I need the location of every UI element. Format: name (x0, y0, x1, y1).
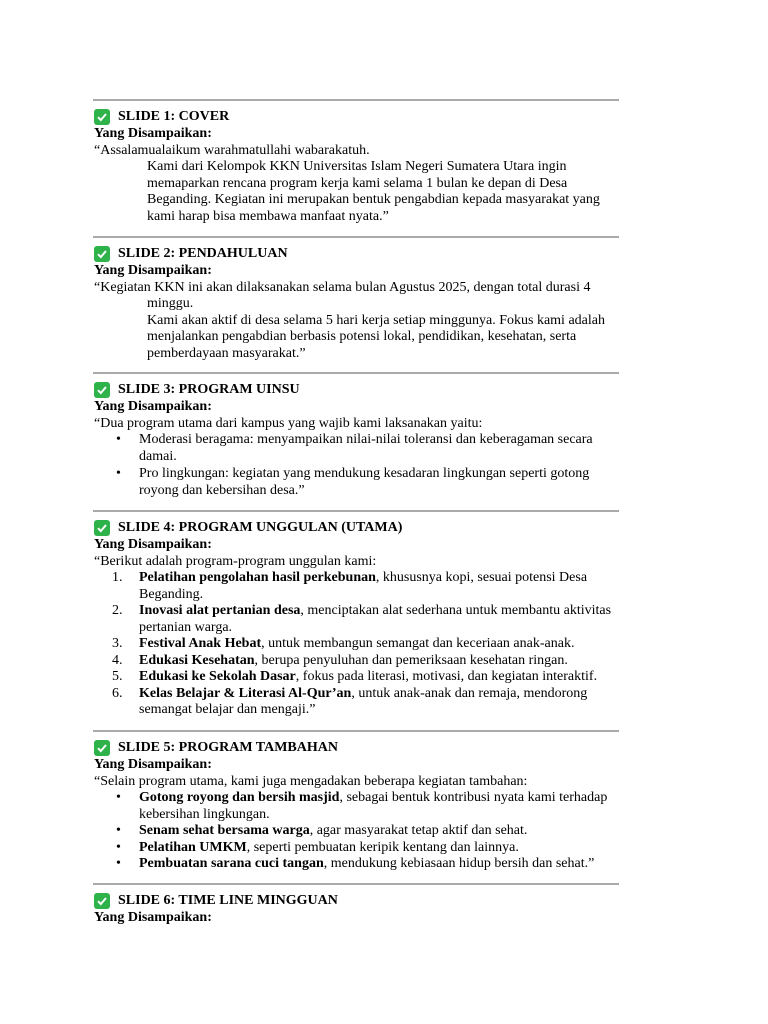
slide-heading (94, 108, 624, 126)
list-item: 5. Edukasi ke Sekolah Dasar, fokus pada literasi, motivasi, dan kegiatan interaktif. (112, 669, 598, 684)
paragraph: “Kegiatan KKN ini akan dilaksanakan selama bulan Agustus 2025, dengan total durasi 4 (94, 279, 591, 295)
checkmark-icon (94, 740, 110, 756)
section-label: Yang Disampaikan: (94, 757, 212, 772)
slide-4-section (94, 510, 624, 719)
slide-heading (94, 739, 624, 757)
section-label: Yang Disampaikan: (94, 126, 212, 141)
list-item: 4. Edukasi Kesehatan, berupa penyuluhan dan pemeriksaan kesehatan ringan. (112, 652, 568, 668)
paragraph-continuation: minggu. (147, 296, 194, 311)
slide-heading (94, 892, 624, 910)
bullet-list (94, 790, 624, 873)
section-label: Yang Disampaikan: (94, 263, 212, 278)
slide-6-section (94, 883, 624, 927)
list-item: • Gotong royong dan bersih masjid, sebagai bentuk kontribusi nyata kami terhadap kebersihan lingkungan. (116, 790, 608, 822)
slide-title: SLIDE 6: TIME LINE MINGGUAN (118, 892, 338, 908)
slide-title: SLIDE 2: PENDAHULUAN (118, 245, 288, 261)
slide-title: SLIDE 4: PROGRAM UNGGULAN (UTAMA) (118, 519, 403, 535)
list-item: • Pro lingkungan: kegiatan yang mendukung kesadaran lingkungan seperti gotong royong dan kebersihan desa.” (116, 466, 590, 498)
divider (93, 510, 619, 512)
list-item: • Moderasi beragama: menyampaikan nilai-nilai toleransi dan keberagaman secara damai. (116, 432, 593, 464)
divider (93, 883, 619, 885)
list-item: 2. Inovasi alat pertanian desa, menciptakan alat sederhana untuk membantu aktivitas pertanian warga. (112, 603, 612, 635)
slide-2-section (94, 236, 624, 362)
list-item: • Senam sehat bersama warga, agar masyarakat tetap aktif dan sehat. (116, 823, 528, 838)
paragraph: “Dua program utama dari kampus yang wajib kami laksanakan yaitu: (94, 415, 483, 431)
divider (93, 730, 619, 732)
section-label: Yang Disampaikan: (94, 910, 212, 925)
paragraph: “Selain program utama, kami juga mengadakan beberapa kegiatan tambahan: (94, 773, 528, 789)
slide-1-section (94, 99, 624, 225)
list-item: • Pelatihan UMKM, seperti pembuatan keripik kentang dan lainnya. (116, 839, 519, 855)
slide-heading (94, 519, 624, 537)
paragraph: “Berikut adalah program-program unggulan kami: (94, 553, 377, 569)
checkmark-icon (94, 893, 110, 909)
checkmark-icon (94, 109, 110, 125)
slide-title: SLIDE 3: PROGRAM UINSU (118, 381, 300, 397)
checkmark-icon (94, 382, 110, 398)
slide-5-section (94, 730, 624, 873)
slide-title: SLIDE 1: COVER (118, 108, 230, 124)
section-label: Yang Disampaikan: (94, 399, 212, 414)
divider (93, 236, 619, 238)
divider (93, 372, 619, 374)
checkmark-icon (94, 246, 110, 262)
indented-paragraph: Kami akan aktif di desa selama 5 hari kerja setiap minggunya. Fokus kami adalah menjalankan pengabdian berbasis potensi lokal, pendidikan, kesehatan, serta pemberdayaan masyarakat.” (147, 312, 605, 361)
paragraph: “Assalamualaikum warahmatullahi wabarakatuh. (94, 142, 370, 158)
slide-heading (94, 245, 624, 263)
list-item: • Pembuatan sarana cuci tangan, mendukung kebiasaan hidup bersih dan sehat.” (116, 856, 595, 871)
slide-heading (94, 381, 624, 399)
list-item: 1. Pelatihan pengolahan hasil perkebunan, khususnya kopi, sesuai potensi Desa Beganding. (112, 570, 588, 602)
list-item: 3. Festival Anak Hebat, untuk membangun semangat dan keceriaan anak-anak. (112, 636, 575, 651)
list-item: 6. Kelas Belajar & Literasi Al-Qur’an, untuk anak-anak dan remaja, mendorong semangat belajar dan mengaji.” (112, 685, 588, 717)
indented-paragraph: Kami dari Kelompok KKN Universitas Islam Negeri Sumatera Utara ingin memaparkan rencana program kerja kami selama 1 bulan ke depan di Desa Beganding. Kegiatan ini merupakan bentuk pengabdian kepada masyarakat yang kami harap bisa membawa manfaat nyata.” (147, 159, 600, 224)
slide-3-section (94, 372, 624, 500)
section-label: Yang Disampaikan: (94, 537, 212, 552)
bullet-list (94, 432, 624, 499)
numbered-list (94, 570, 624, 719)
divider (93, 99, 619, 101)
slide-title: SLIDE 5: PROGRAM TAMBAHAN (118, 739, 338, 755)
checkmark-icon (94, 520, 110, 536)
